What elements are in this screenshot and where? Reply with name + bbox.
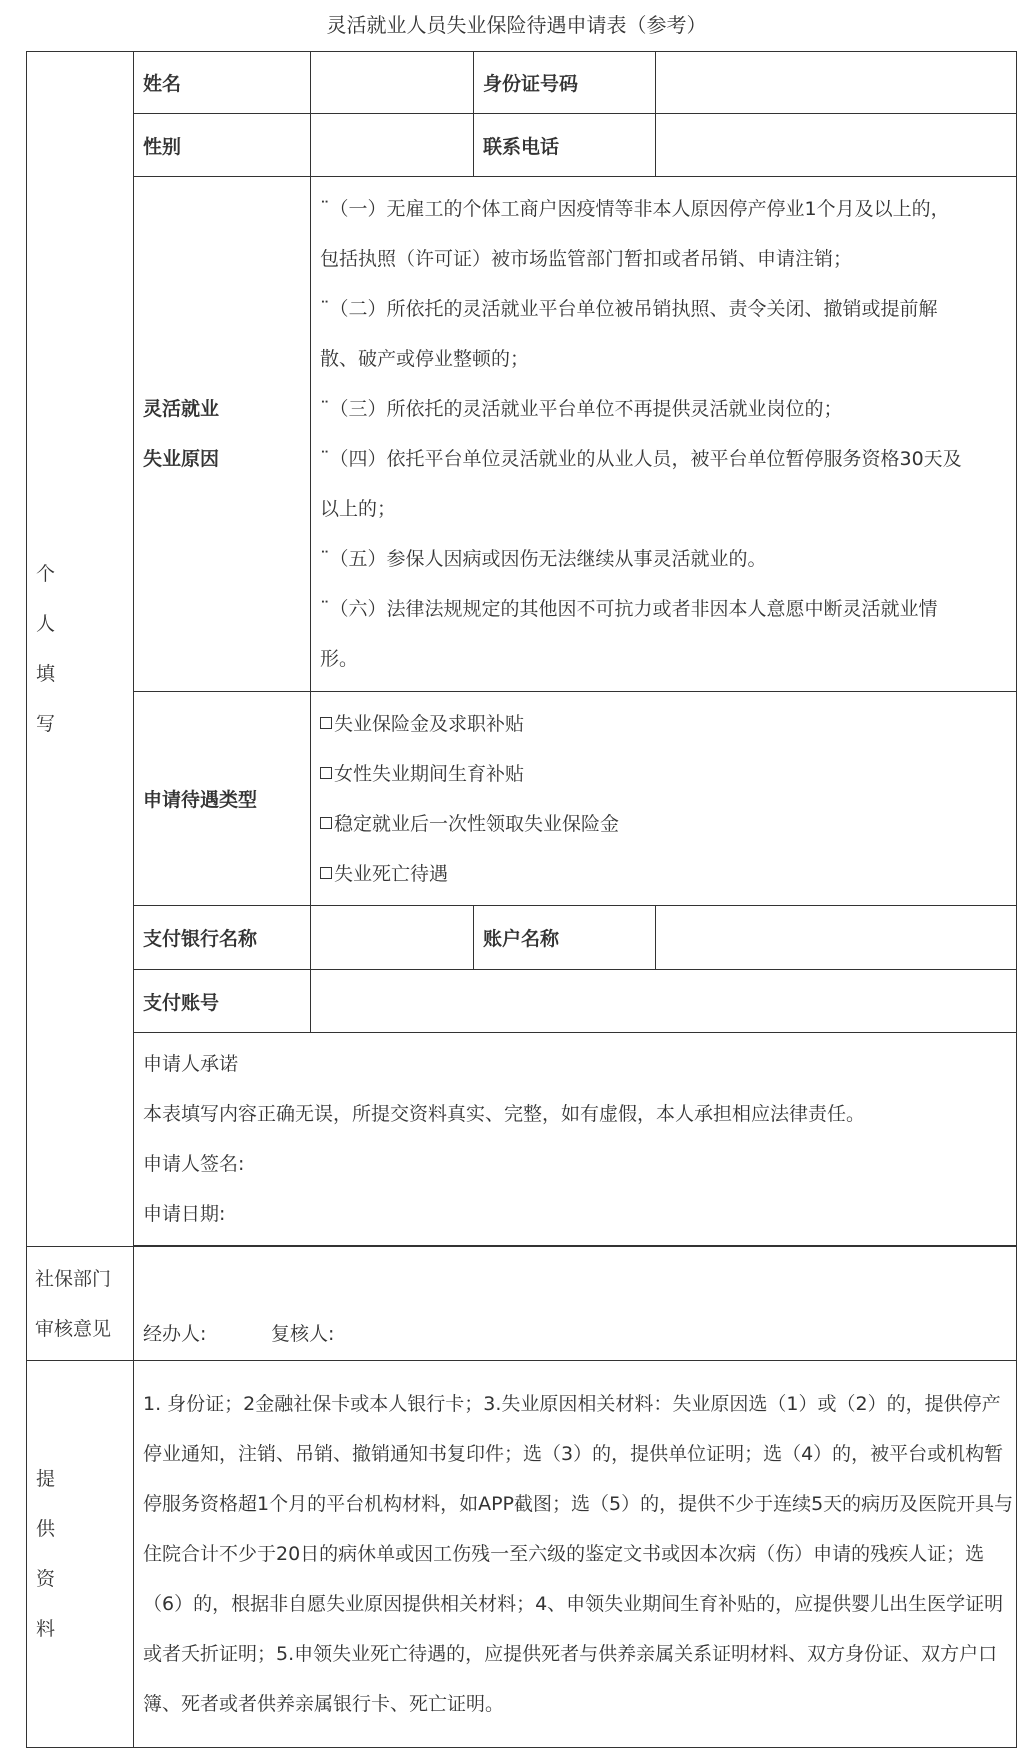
gender-label: 性别 — [134, 114, 311, 177]
benefit-option[interactable]: 失业死亡待遇 — [320, 849, 1016, 899]
application-form-table — [26, 51, 1017, 1748]
reason-line: 形。 — [320, 648, 359, 670]
reason-line: ¨（三）所依托的灵活就业平台单位不再提供灵活就业岗位的； — [320, 398, 843, 420]
date-field[interactable]: 申请日期: — [143, 1203, 226, 1225]
row-bank — [27, 906, 1017, 970]
reason-line: ¨（一）无雇工的个体工商户因疫情等非本人原因停产停业1个月及以上的， — [320, 198, 950, 220]
reason-line: 散、破产或停业整顿的； — [320, 348, 530, 370]
review-opinion-field[interactable] — [134, 1247, 1017, 1361]
benefit-option[interactable]: 失业保险金及求职补贴 — [320, 699, 1016, 749]
account-name-label: 账户名称 — [474, 906, 656, 970]
checkbox-icon[interactable] — [320, 867, 332, 879]
row-benefit-type — [27, 692, 1017, 906]
row-account-number — [27, 970, 1017, 1033]
phone-field[interactable] — [656, 114, 1017, 177]
row-name — [27, 52, 1017, 114]
review-label: 社保部门 审核意见 — [27, 1247, 134, 1361]
reviewer-label: 复核人: — [271, 1323, 335, 1345]
reason-line: ¨（四）依托平台单位灵活就业的从业人员，被平台单位暂停服务资格30天及 — [320, 448, 962, 470]
reason-line: ¨（五）参保人因病或因伤无法继续从事灵活就业的。 — [320, 548, 767, 570]
section-personal-label: 个 人 填 写 — [27, 52, 134, 1247]
checkbox-icon[interactable] — [320, 817, 332, 829]
id-number-field[interactable] — [656, 52, 1017, 114]
phone-label: 联系电话 — [474, 114, 656, 177]
benefit-option[interactable]: 稳定就业后一次性领取失业保险金 — [320, 799, 1016, 849]
reason-line: ¨（六）法律法规规定的其他因不可抗力或者非因本人意愿中断灵活就业情 — [320, 598, 938, 620]
row-commitment — [27, 1033, 1017, 1246]
account-number-field[interactable] — [311, 970, 1017, 1033]
benefit-option[interactable]: 女性失业期间生育补贴 — [320, 749, 1016, 799]
unemployment-reason-label: 灵活就业 失业原因 — [134, 177, 311, 692]
form-title: 灵活就业人员失业保险待遇申请表（参考） — [326, 13, 707, 37]
benefit-type-label: 申请待遇类型 — [134, 692, 311, 906]
section-materials-label: 提 供 资 料 — [27, 1361, 134, 1748]
row-materials — [27, 1361, 1017, 1748]
signature-field[interactable]: 申请人签名: — [143, 1153, 245, 1175]
benefit-type-options — [311, 692, 1017, 906]
bank-name-field[interactable] — [311, 906, 474, 970]
gender-field[interactable] — [311, 114, 474, 177]
name-field[interactable] — [311, 52, 474, 114]
handler-label: 经办人: — [143, 1323, 207, 1345]
name-label: 姓名 — [134, 52, 311, 114]
account-name-field[interactable] — [656, 906, 1017, 970]
commitment-heading: 申请人承诺 — [143, 1053, 239, 1075]
applicant-commitment — [134, 1033, 1017, 1246]
account-number-label: 支付账号 — [134, 970, 311, 1033]
unemployment-reason-options[interactable] — [311, 177, 1017, 692]
reason-line: ¨（二）所依托的灵活就业平台单位被吊销执照、责令关闭、撤销或提前解 — [320, 298, 938, 320]
bank-name-label: 支付银行名称 — [134, 906, 311, 970]
row-reason — [27, 177, 1017, 692]
reason-line: 以上的； — [320, 498, 397, 520]
commitment-text: 本表填写内容正确无误，所提交资料真实、完整，如有虚假，本人承担相应法律责任。 — [143, 1103, 866, 1125]
reason-line: 包括执照（许可证）被市场监管部门暂扣或者吊销、申请注销； — [320, 248, 853, 270]
required-materials-text: 1. 身份证；2金融社保卡或本人银行卡；3.失业原因相关材料：失业原因选（1）或（2）的，提供停产停业通知，注销、吊销、撤销通知书复印件；选（3）的，提供单位证明；选（4）的，被平台或机构暂停服务资格超1个月的平台机构材料，如APP截图；选（5）的，提供不少于连续5天的病历及医院开具与住院合计不少于20日的病休单或因工伤残一至六级的鉴定文书或因本次病（伤）申请的残疾人证；选（6）的，根据非自愿失业原因提供相关材料；4、申领失业期间生育补贴的，应提供婴儿出生医学证明或者夭折证明；5.申领失业死亡待遇的，应提供死者与供养亲属关系证明材料、双方身份证、双方户口簿、死者或者供养亲属银行卡、死亡证明。 — [134, 1361, 1017, 1748]
checkbox-icon[interactable] — [320, 767, 332, 779]
checkbox-icon[interactable] — [320, 717, 332, 729]
row-gender — [27, 114, 1017, 177]
row-review — [27, 1247, 1017, 1361]
id-number-label: 身份证号码 — [474, 52, 656, 114]
